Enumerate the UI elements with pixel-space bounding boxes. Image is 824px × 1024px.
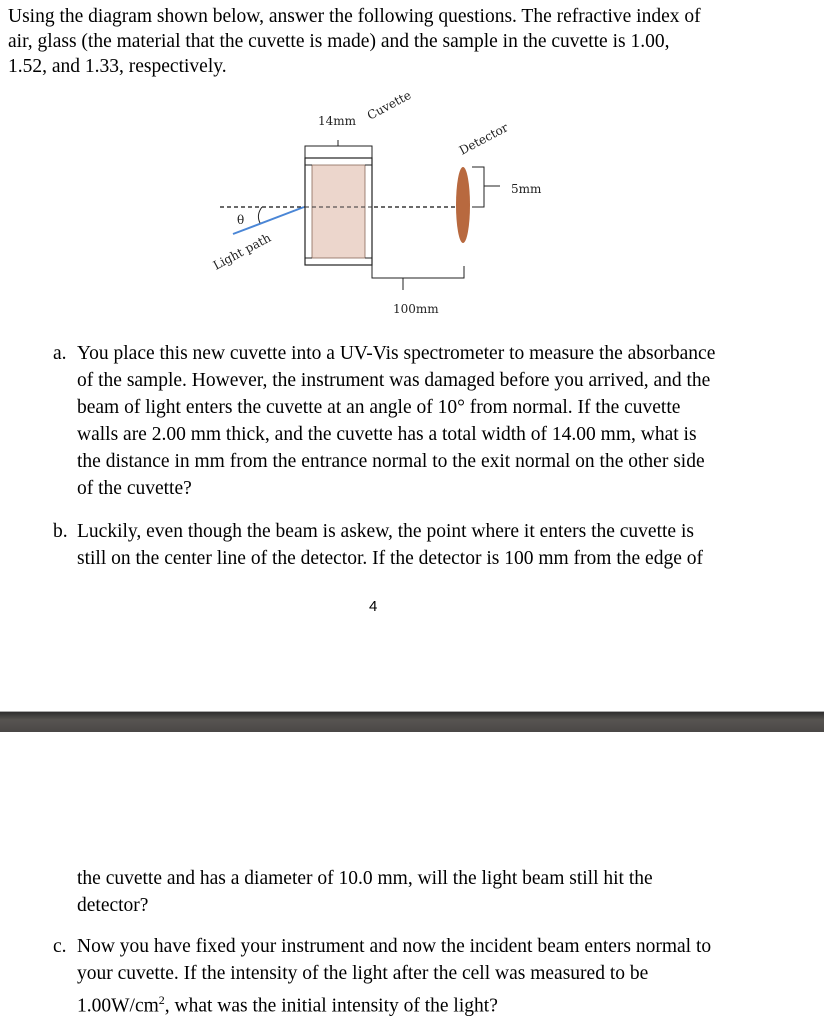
width-label: 14mm [318,114,357,128]
distance-label: 100mm [393,302,439,316]
question-a-line: the distance in mm from the entrance normal to the exit normal on the other side [77,451,705,472]
question-a-marker: a. [53,343,67,364]
distance-brace [372,265,464,290]
detector-shape [456,167,470,243]
question-a [77,340,715,502]
detector-size-label: 5mm [511,182,542,196]
page-number: 4 [369,598,378,615]
cuvette-diagram [0,0,824,330]
unit-exponent: 2 [158,993,165,1007]
detector-brace [472,167,500,207]
question-a-line: beam of light enters the cuvette at an angle of 10° from normal. If the cuvette [77,397,681,418]
question-c [77,933,712,1017]
question-a-line: walls are 2.00 mm thick, and the cuvette has a total width of 14.00 mm, what is [77,424,697,445]
question-c-line: your cuvette. If the intensity of the light after the cell was measured to be [77,963,649,984]
question-b-line: Luckily, even though the beam is askew, the point where it enters the cuvette is [77,521,694,542]
cuvette-sample [312,165,365,258]
intro-line: 1.52, and 1.33, respectively. [8,56,227,77]
width-brace [305,140,372,158]
page-separator [0,711,824,732]
question-b-line: detector? [77,895,149,916]
question-c-line: Now you have fixed your instrument and now the incident beam enters normal to [77,936,712,957]
question-a-line: You place this new cuvette into a UV-Vis spectrometer to measure the absorbance [77,343,716,364]
question-b-line: the cuvette and has a diameter of 10.0 mm, will the light beam still hit the [77,868,653,889]
question-c-text: , what was the initial intensity of the light? [164,995,498,1017]
detector-label: Detector [456,120,511,158]
question-b [77,518,703,572]
question-a-line: of the sample. However, the instrument was damaged before you arrived, and the [77,370,711,391]
intro-line: air, glass (the material that the cuvette is made) and the sample in the cuvette is 1.00, [8,31,670,52]
intro-line: Using the diagram shown below, answer the following questions. The refractive index of [8,6,701,27]
question-b-marker: b. [53,521,68,542]
angle-arc [258,207,262,223]
cuvette-label: Cuvette [364,87,414,123]
question-c-marker: c. [53,936,67,957]
light-path-label: Light path [210,230,274,273]
question-c-line [77,987,711,1017]
angle-label: θ [237,213,245,227]
question-a-line: of the cuvette? [77,478,192,499]
intensity-value: 1.00W/cm [77,995,159,1017]
question-b-continued [77,865,653,919]
question-b-line: still on the center line of the detector. If the detector is 100 mm from the edge of [77,548,703,569]
